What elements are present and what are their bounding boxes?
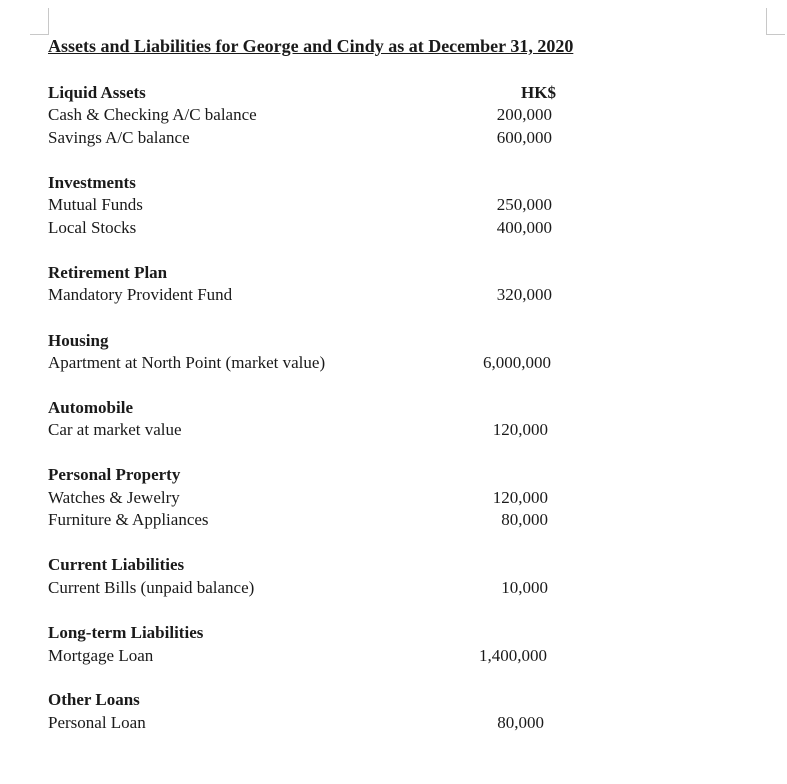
- page-corner-mark-right: [766, 8, 785, 35]
- section-heading-investments: [48, 172, 558, 194]
- section-heading-housing: [48, 330, 558, 352]
- line-item-amount: 1,400,000: [479, 646, 547, 665]
- line-item: [48, 104, 558, 126]
- line-item: [48, 352, 558, 374]
- line-item-label: Local Stocks: [48, 218, 137, 237]
- line-item: [48, 419, 558, 441]
- line-item-amount: 320,000: [496, 285, 552, 304]
- line-item-amount: 600,000: [496, 128, 552, 147]
- section-heading-label: Retirement Plan: [48, 263, 168, 282]
- section-heading-label: Other Loans: [48, 690, 140, 709]
- line-item: [48, 509, 558, 531]
- section-heading-label: Personal Property: [48, 465, 181, 484]
- line-item: [48, 645, 558, 667]
- line-item: [48, 284, 558, 306]
- document-title: Assets and Liabilities for George and Cindy as at December 31, 2020: [48, 36, 574, 56]
- line-item-amount: 250,000: [496, 195, 552, 214]
- line-item: [48, 577, 558, 599]
- line-item-label: Mandatory Provident Fund: [48, 285, 233, 304]
- line-item-amount: 120,000: [492, 420, 548, 439]
- line-item-label: Car at market value: [48, 420, 182, 439]
- section-heading-retirement-plan: [48, 262, 558, 284]
- page-corner-mark-left: [30, 8, 49, 35]
- section-heading-label: Current Liabilities: [48, 555, 185, 574]
- line-item-label: Furniture & Appliances: [48, 510, 209, 529]
- line-item: [48, 194, 558, 216]
- section-heading-current-liabilities: [48, 554, 558, 576]
- line-item-amount: 80,000: [501, 510, 548, 529]
- line-item-amount: 120,000: [492, 488, 548, 507]
- section-heading-label: Automobile: [48, 398, 133, 417]
- line-item: [48, 127, 558, 149]
- line-item-amount: 80,000: [497, 713, 544, 732]
- section-heading-personal-property: [48, 464, 558, 486]
- line-item-label: Cash & Checking A/C balance: [48, 105, 257, 124]
- line-item-label: Mortgage Loan: [48, 646, 154, 665]
- line-item-amount: 200,000: [496, 105, 552, 124]
- line-item-label: Mutual Funds: [48, 195, 143, 214]
- section-heading-liquid-assets: [48, 82, 558, 104]
- line-item-label: Current Bills (unpaid balance): [48, 578, 255, 597]
- currency-header: HK$: [521, 83, 556, 102]
- section-heading-label: Liquid Assets: [48, 83, 146, 102]
- section-heading-long-term-liabilities: [48, 622, 558, 644]
- section-heading-label: Investments: [48, 173, 136, 192]
- section-heading-label: Housing: [48, 331, 109, 350]
- line-item-label: Apartment at North Point (market value): [48, 353, 326, 372]
- section-heading-automobile: [48, 397, 558, 419]
- line-item-label: Watches & Jewelry: [48, 488, 180, 507]
- line-item-amount: 10,000: [501, 578, 548, 597]
- line-item-label: Savings A/C balance: [48, 128, 190, 147]
- line-item-amount: 6,000,000: [483, 353, 551, 372]
- line-item: [48, 487, 558, 509]
- section-heading-label: Long-term Liabilities: [48, 623, 204, 642]
- line-item-label: Personal Loan: [48, 713, 146, 732]
- line-item: [48, 712, 558, 734]
- line-item-amount: 400,000: [496, 218, 552, 237]
- section-heading-other-loans: [48, 689, 558, 711]
- line-item: [48, 217, 558, 239]
